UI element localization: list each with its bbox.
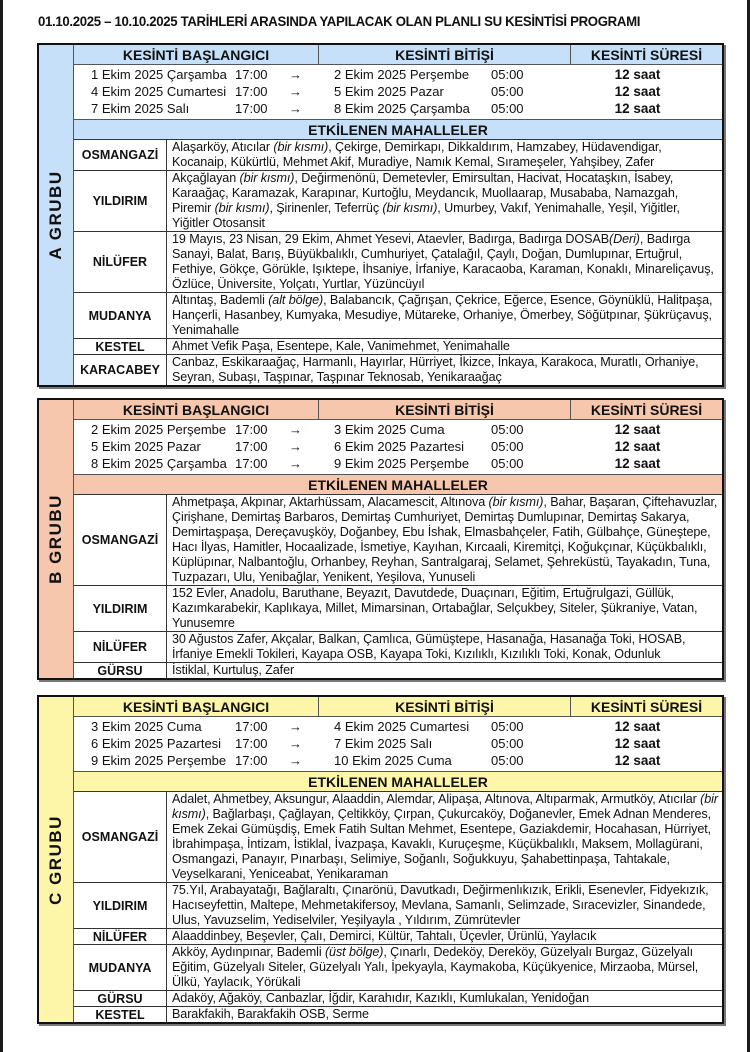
- end-date: 7 Ekim 2025 Salı: [334, 736, 433, 751]
- end-date: 4 Ekim 2025 Cumartesi: [334, 719, 470, 734]
- end-date: 5 Ekim 2025 Pazar: [334, 84, 444, 99]
- district-row: [74, 232, 722, 293]
- group-b-table: [37, 398, 724, 680]
- district-row: [74, 171, 722, 232]
- start-date: 3 Ekim 2025 Cuma: [91, 719, 202, 734]
- district-row: [74, 339, 722, 355]
- schedule-row: [74, 718, 722, 735]
- district-row: [74, 293, 722, 339]
- header-end: KESİNTİ BİTİŞİ: [319, 400, 571, 419]
- neighborhood-list: Adaköy, Ağaköy, Canbazlar, İğdir, Karahıdır, Kazıklı, Kumlukalan, Yenidoğan: [172, 991, 589, 1005]
- neighborhood-list: 30 Ağustos Zafer, Akçalar, Balkan, Çamlıca, Gümüştepe, Hasanağa, Hasanağa Toki, HOSAB, İrfaniye Emekli Tokileri, Kayapa OSB, Kayapa Toki, Kızılıklı, Kızılıklı Toki, Konak, Odunluk: [172, 632, 686, 661]
- group-label: [39, 45, 74, 385]
- group-label: [39, 697, 74, 1022]
- partial-note: (üst bölge): [324, 945, 384, 959]
- start-time: 17:00: [235, 736, 268, 751]
- district-name: NİLÜFER: [74, 632, 167, 662]
- header-duration: KESİNTİ SÜRESİ: [590, 698, 703, 715]
- group-body: [74, 45, 722, 385]
- end-time: 05:00: [491, 456, 524, 471]
- group-c-table: [37, 695, 724, 1024]
- end-time: 05:00: [491, 101, 524, 116]
- district-name: KARACABEY: [74, 355, 167, 385]
- district-name: OSMANGAZİ: [74, 792, 167, 882]
- start-date: 5 Ekim 2025 Pazar: [91, 439, 201, 454]
- district-row: [74, 632, 722, 663]
- district-name: YILDIRIM: [74, 586, 167, 631]
- district-name: GÜRSU: [74, 663, 167, 678]
- start-date: 8 Ekim 2025 Çarşamba: [91, 456, 227, 471]
- duration: 12 saat: [614, 753, 661, 768]
- schedule-row: [74, 438, 722, 455]
- affected-neighborhoods-header: ETKİLENEN MAHALLELER: [74, 475, 722, 495]
- end-date: 10 Ekim 2025 Cuma: [334, 753, 452, 768]
- duration: 12 saat: [614, 84, 661, 99]
- schedule-row: [74, 421, 722, 438]
- district-name: YILDIRIM: [74, 171, 167, 231]
- start-time: 17:00: [235, 456, 268, 471]
- district-name: GÜRSU: [74, 991, 167, 1006]
- district-row: [74, 792, 722, 883]
- header-end: KESİNTİ BİTİŞİ: [319, 45, 571, 64]
- affected-neighborhoods-header: ETKİLENEN MAHALLELER: [74, 120, 722, 140]
- district-row: [74, 355, 722, 385]
- duration: 12 saat: [614, 101, 661, 116]
- start-date: 4 Ekim 2025 Cumartesi: [91, 84, 227, 99]
- arrow-right-icon: →: [289, 753, 302, 768]
- schedule-header: [74, 697, 722, 717]
- end-time: 05:00: [491, 67, 524, 82]
- end-date: 8 Ekim 2025 Çarşamba: [334, 101, 470, 116]
- neighborhood-list: Akköy, Aydınpınar, Bademli (üst bölge), Çınarlı, Dedeköy, Dereköy, Güzelyalı Burgaz, Güzelyalı Eğitim, Güzelyalı Siteler, Güzelyalı Yalı, İpekyayla, Kaymakoba, Küçükyenice, Mirzaoba, Mürsel, Ülkü, Yaylacık, Yörükali: [172, 945, 699, 989]
- neighborhood-list: İstiklal, Kurtuluş, Zafer: [172, 663, 295, 677]
- arrow-right-icon: →: [289, 422, 302, 437]
- district-name: YILDIRIM: [74, 883, 167, 928]
- neighborhood-list: Canbaz, Eskikaraağaç, Harmanlı, Hayırlar, Hürriyet, İkizce, İnkaya, Karakoca, Muratlı, Orhaniye, Seyran, Subaşı, Taşpınar, Taşpınar Teknosab, Yenikaraağaç: [172, 355, 699, 384]
- end-date: 3 Ekim 2025 Cuma: [334, 422, 445, 437]
- end-date: 9 Ekim 2025 Perşembe: [334, 456, 470, 471]
- schedule-row: [74, 455, 722, 472]
- group-label-text: B GRUBU: [46, 494, 65, 584]
- partial-note: (alt bölge): [268, 293, 324, 307]
- neighborhood-list: Akçağlayan (bir kısmı), Değirmenönü, Demetevler, Emirsultan, Hacivat, Hocataşkın, İsabey, Karaağaç, Karamazak, Karapınar, Kurtoğlu, Meydancık, Muollaarap, Musababa, Namazgah, Piremir (bir kısmı), Şirinenler, Teferrüç (bir kısmı), Umurbey, Vakıf, Yenimahalle, Yeşil, Yiğitler, Yiğitler Otosansit: [172, 171, 680, 230]
- partial-note: (bir kısmı): [273, 140, 329, 154]
- schedule-row: [74, 735, 722, 752]
- header-start: KESİNTİ BAŞLANGICI: [74, 697, 319, 716]
- arrow-right-icon: →: [289, 84, 302, 99]
- end-date: 2 Ekim 2025 Perşembe: [334, 67, 470, 82]
- arrow-right-icon: →: [289, 101, 302, 116]
- district-row: [74, 586, 722, 632]
- arrow-right-icon: →: [289, 439, 302, 454]
- group-label-text: A GRUBU: [46, 170, 65, 260]
- schedule-row: [74, 66, 722, 83]
- screen-frame-left: [0, 0, 3, 1052]
- district-name: NİLÜFER: [74, 929, 167, 944]
- neighborhood-list: Ahmetpaşa, Akpınar, Aktarhüssam, Alacamescit, Altınova (bir kısmı), Bahar, Başaran, Çiftehavuzlar, Çirişhane, Demirtaş Barbaros, Demirtaş Cumhuriyet, Demirtaş Dumlupınar, Demirtaş Sakarya, Demirtaşpaşa, Dereçavuşköy, Doğanbey, Ebu İshak, Elmasbahçeler, Fatih, Gülbahçe, Güneştepe, Hacı İlyas, Hamitler, Hocaalizade, İsmetiye, Kayıhan, Kırcaali, Kiremitçi, Koğukçınar, Küçükbalıklı, Küplüpınar, Nalbantoğlu, Orhanbey, Reyhan, Santralgaraj, Selamet, Şehreküstü, Tayakadın, Tuna, Tuzpazarı, Ulu, Yenibağlar, Yenikent, Yeşilova, Yunuseli: [172, 495, 718, 584]
- duration: 12 saat: [614, 67, 661, 82]
- header-start: KESİNTİ BAŞLANGICI: [74, 45, 319, 64]
- header-end: KESİNTİ BİTİŞİ: [319, 697, 571, 716]
- neighborhood-list: Adalet, Ahmetbey, Aksungur, Alaaddin, Alemdar, Alipaşa, Altınova, Altıparmak, Armutköy, Atıcılar (bir kısmı), Bağlarbaşı, Çağlayan, Çeltikköy, Çırpan, Çukurcaköy, Doğanevler, Emek Adnan Menderes, Emek Zekai Gümüşdiş, Emek Fatih Sultan Mehmet, Esentepe, Gaziakdemir, Hocahasan, Hürriyet, İbrahimpaşa, İntizam, İstiklal, İvazpaşa, Kavaklı, Kuruçeşme, Küçükbalıklı, Maksem, Mollagürani, Osmangazi, Panayır, Pınarbaşı, Selimiye, Soğanlı, Soğukkuyu, Şahabettinpaşa, Tahtakale, Veyselkarani, Yeniceabat, Yenikaraman: [172, 792, 718, 881]
- arrow-right-icon: →: [289, 67, 302, 82]
- partial-note: (bir kısmı): [488, 495, 544, 509]
- neighborhood-list: Altıntaş, Bademli (alt bölge), Balabancık, Çağrışan, Çekrice, Eğerce, Esence, Göynüklü, Halitpaşa, Hançerli, Hasanbey, Kumyaka, Mesudiye, Mütareke, Orhaniye, Ömerbey, Söğütpınar, Şükrüçavuş, Yenimahalle: [172, 293, 713, 337]
- start-time: 17:00: [235, 753, 268, 768]
- page-title: 01.10.2025 – 10.10.2025 TARİHLERİ ARASINDA YAPILACAK OLAN PLANLI SU KESİNTİSİ PROGRAMI: [38, 14, 641, 30]
- district-row: [74, 929, 722, 945]
- duration: 12 saat: [614, 719, 661, 734]
- partial-note: (bir kısmı): [214, 201, 270, 215]
- schedule-list: [74, 717, 722, 772]
- end-time: 05:00: [491, 719, 524, 734]
- district-row: [74, 1007, 722, 1022]
- neighborhood-list: 152 Evler, Anadolu, Baruthane, Beyazıt, Davutdede, Duaçınarı, Eğitim, Ertuğrulgazi, Güllük, Kazımkarabekir, Kaplıkaya, Millet, Mimarsinan, Ortabağlar, Selçukbey, Siteler, Şükraniye, Vatan, Yunusemre: [172, 586, 698, 630]
- schedule-list: [74, 420, 722, 475]
- end-time: 05:00: [491, 84, 524, 99]
- duration: 12 saat: [614, 456, 661, 471]
- end-time: 05:00: [491, 422, 524, 437]
- start-time: 17:00: [235, 422, 268, 437]
- start-time: 17:00: [235, 84, 268, 99]
- start-time: 17:00: [235, 101, 268, 116]
- district-name: KESTEL: [74, 339, 167, 354]
- neighborhood-list: 19 Mayıs, 23 Nisan, 29 Ekim, Ahmet Yesevi, Ataevler, Badırga, Badırga DOSAB(Deri), Badırga Sanayi, Balat, Barış, Büyükbalıklı, Cumhuriyet, Çatalağıl, Çaylı, Doğan, Dumlupınar, Ertuğrul, Fethiye, Gökçe, Görükle, Işıktepe, İhsaniye, İrfaniye, Karacaoba, Karaman, Konaklı, Minareliçavuş, Özlüce, Üniversite, Yolçatı, Yurtlar, Yüzüncüyıl: [172, 232, 714, 291]
- header-start: KESİNTİ BAŞLANGICI: [74, 400, 319, 419]
- end-time: 05:00: [491, 736, 524, 751]
- district-row: [74, 945, 722, 991]
- district-name: NİLÜFER: [74, 232, 167, 292]
- start-time: 17:00: [235, 67, 268, 82]
- arrow-right-icon: →: [289, 736, 302, 751]
- district-name: KESTEL: [74, 1007, 167, 1022]
- schedule-row: [74, 100, 722, 117]
- schedule-header: [74, 400, 722, 420]
- partial-note: (bir kısmı): [172, 792, 718, 821]
- arrow-right-icon: →: [289, 456, 302, 471]
- schedule-row: [74, 83, 722, 100]
- end-time: 05:00: [491, 753, 524, 768]
- header-duration: KESİNTİ SÜRESİ: [590, 46, 703, 63]
- district-row: [74, 663, 722, 678]
- district-row: [74, 495, 722, 586]
- district-row: [74, 883, 722, 929]
- district-row: [74, 991, 722, 1007]
- end-date: 6 Ekim 2025 Pazartesi: [334, 439, 465, 454]
- header-duration: KESİNTİ SÜRESİ: [590, 401, 703, 418]
- schedule-list: [74, 65, 722, 120]
- start-date: 6 Ekim 2025 Pazartesi: [91, 736, 222, 751]
- end-time: 05:00: [491, 439, 524, 454]
- group-label-text: C GRUBU: [46, 814, 65, 905]
- district-name: MUDANYA: [74, 293, 167, 338]
- affected-neighborhoods-header: ETKİLENEN MAHALLELER: [74, 772, 722, 792]
- district-name: MUDANYA: [74, 945, 167, 990]
- district-name: OSMANGAZİ: [74, 140, 167, 170]
- partial-note: (Deri): [609, 232, 640, 246]
- neighborhood-list: Alaaddinbey, Beşevler, Çalı, Demirci, Kültür, Tahtalı, Üçevler, Ürünlü, Yaylacık: [172, 929, 597, 943]
- start-date: 9 Ekim 2025 Perşembe: [91, 753, 227, 768]
- duration: 12 saat: [614, 439, 661, 454]
- start-date: 2 Ekim 2025 Perşembe: [91, 422, 227, 437]
- start-time: 17:00: [235, 719, 268, 734]
- group-body: [74, 697, 722, 1022]
- neighborhood-list: Ahmet Vefik Paşa, Esentepe, Kale, Vanimehmet, Yenimahalle: [172, 339, 510, 353]
- neighborhood-list: Barakfakih, Barakfakih OSB, Serme: [172, 1007, 369, 1021]
- group-body: [74, 400, 722, 678]
- group-label: [39, 400, 74, 678]
- district-row: [74, 140, 722, 171]
- schedule-header: [74, 45, 722, 65]
- partial-note: (bir kısmı): [382, 201, 438, 215]
- partial-note: (bir kısmı): [239, 171, 295, 185]
- group-a-table: [37, 43, 724, 387]
- duration: 12 saat: [614, 422, 661, 437]
- duration: 12 saat: [614, 736, 661, 751]
- start-time: 17:00: [235, 439, 268, 454]
- district-name: OSMANGAZİ: [74, 495, 167, 585]
- start-date: 7 Ekim 2025 Salı: [91, 101, 190, 116]
- neighborhood-list: 75.Yıl, Arabayatağı, Bağlaraltı, Çınarönü, Davutkadı, Değirmenlıkızık, Erikli, Esenevler, Fidyekızık, Hacıseyfettin, Maltepe, Mehmetakifersoy, Mevlana, Samanlı, Selimzade, Sıracevizler, Sinandede, Ulus, Yavuzselim, Yediselviler, Yeşilyayla , Yıldırım, Zümrütevler: [172, 883, 709, 927]
- arrow-right-icon: →: [289, 719, 302, 734]
- neighborhood-list: Alaşarköy, Atıcılar (bir kısmı), Çekirge, Demirkapı, Dikkaldırım, Hamzabey, Hüdavendigar, Kocanaip, Kükürtlü, Mehmet Akif, Muradiye, Namık Kemal, Sırameşeler, Yahşibey, Zafer: [172, 140, 662, 169]
- start-date: 1 Ekim 2025 Çarşamba: [91, 67, 227, 82]
- schedule-row: [74, 752, 722, 769]
